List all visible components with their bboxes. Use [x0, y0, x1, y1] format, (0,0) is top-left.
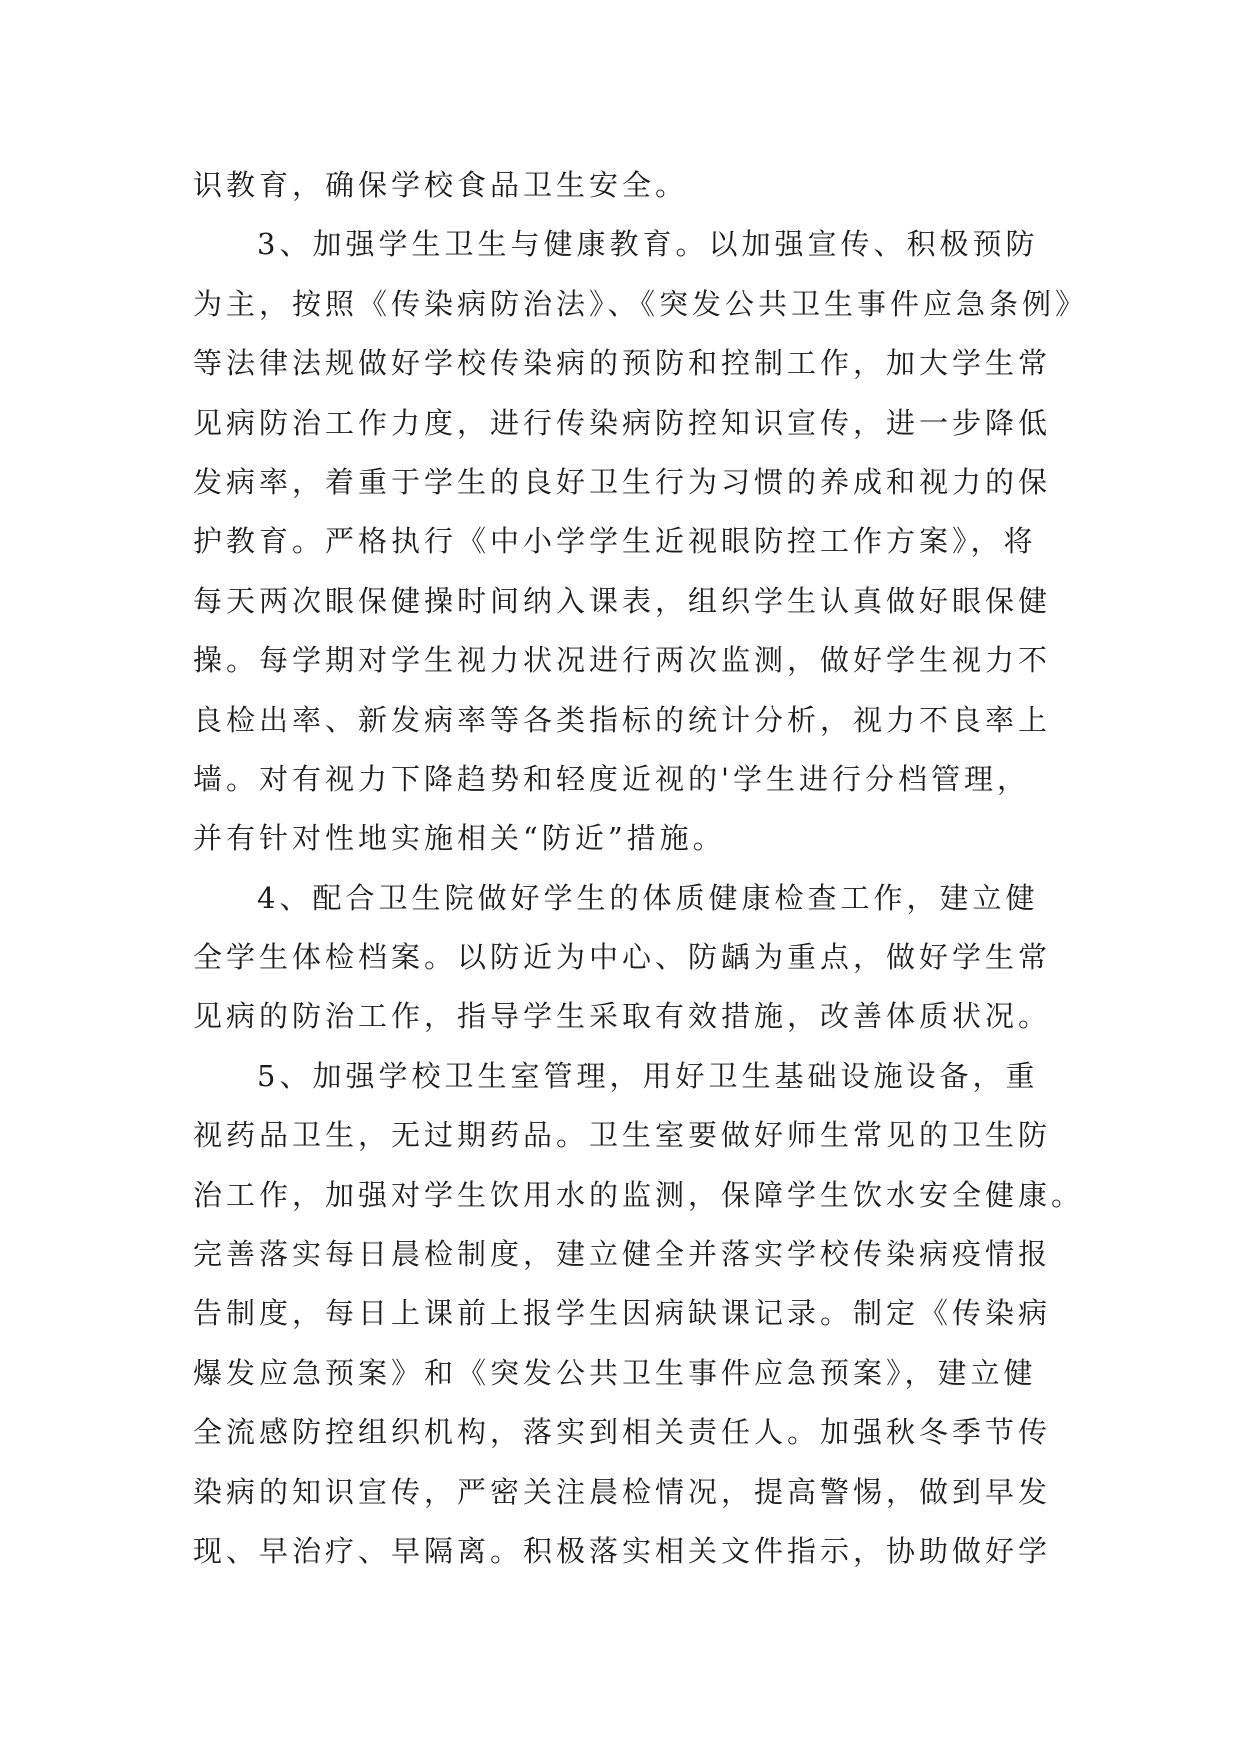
paragraph-5-start: 5、加强学校卫生室管理，用好卫生基础设施设备，重 — [257, 1058, 1039, 1093]
text-line: 现、早治疗、早隔离。积极落实相关文件指示，协助做好学 — [193, 1533, 1052, 1568]
text-line: 全流感防控组织机构，落实到相关责任人。加强秋冬季节传 — [193, 1415, 1052, 1450]
text-line: 见病防治工作力度，进行传染病防控知识宣传，进一步降低 — [193, 405, 1052, 440]
text-line: 识教育，确保学校食品卫生安全。 — [193, 168, 689, 202]
text-line: 良检出率、新发病率等各类指标的统计分析，视力不良率上 — [193, 702, 1052, 737]
text-line: 完善落实每日晨检制度，建立健全并落实学校传染病疫情报 — [193, 1237, 1052, 1272]
text-line: 每天两次眼保健操时间纳入课表，组织学生认真做好眼保健 — [193, 583, 1052, 618]
text-line: 发病率，着重于学生的良好卫生行为习惯的养成和视力的保 — [193, 464, 1052, 499]
text-line: 并有针对性地实施相关“防近”措施。 — [193, 821, 726, 856]
paragraph-4-start: 4、配合卫生院做好学生的体质健康检查工作，建立健 — [257, 880, 1039, 915]
text-line: 墙。对有视力下降趋势和轻度近视的'学生进行分档管理， — [193, 761, 1030, 796]
text-line: 护教育。严格执行《中小学学生近视眼防控工作方案》，将 — [193, 524, 1037, 559]
text-line: 爆发应急预案》和《突发公共卫生事件应急预案》，建立健 — [193, 1355, 1037, 1390]
text-line: 告制度，每日上课前上报学生因病缺课记录。制定《传染病 — [193, 1296, 1052, 1331]
text-line: 等法律法规做好学校传染病的预防和控制工作，加大学生常 — [193, 346, 1052, 381]
text-line: 染病的知识宣传，严密关注晨检情况，提高警惕，做到早发 — [193, 1474, 1052, 1509]
text-line: 操。每学期对学生视力状况进行两次监测，做好学生视力不 — [193, 643, 1052, 678]
text-line: 治工作，加强对学生饮用水的监测，保障学生饮水安全健康。 — [193, 1177, 1085, 1212]
body-text — [193, 156, 1089, 1581]
text-line: 见病的防治工作，指导学生采取有效措施，改善体质状况。 — [193, 999, 1052, 1034]
paragraph-3-start: 3、加强学生卫生与健康教育。以加强宣传、积极预防 — [257, 227, 1039, 262]
text-line: 全学生体检档案。以防近为中心、防龋为重点，做好学生常 — [193, 940, 1052, 975]
text-line: 视药品卫生，无过期药品。卫生室要做好师生常见的卫生防 — [193, 1118, 1052, 1153]
text-line: 为主，按照《传染病防治法》、《突发公共卫生事件应急条例》 — [193, 286, 1089, 321]
